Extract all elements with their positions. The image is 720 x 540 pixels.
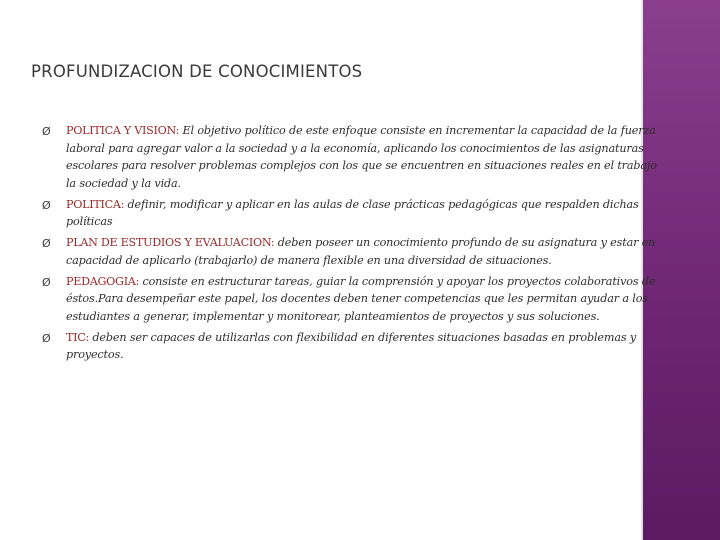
- bullet-list: [42, 122, 664, 367]
- item-term: PEDAGOGIA:: [66, 274, 140, 288]
- slide-title: PROFUNDIZACION DE CONOCIMIENTOS: [31, 62, 363, 81]
- arrow-bullet-icon: Ø: [42, 275, 51, 289]
- arrow-bullet-icon: Ø: [42, 331, 51, 345]
- arrow-bullet-icon: Ø: [42, 237, 51, 250]
- item-text: El objetivo político de este enfoque consiste en incrementar la capacidad de la fuerza laboral para agregar valor a la sociedad y a la economía, aplicando los conocimientos de las asignaturas escolares para resolver problemas complejos con los que se encuentren en situaciones reales en el trabajo la sociedad y la vida.: [66, 124, 657, 190]
- arrow-bullet-icon: Ø: [42, 125, 51, 138]
- list-item: [42, 122, 664, 192]
- item-text: definir, modificar y aplicar en las aulas de clase prácticas pedagógicas que respalden dichas políticas: [66, 197, 639, 228]
- item-term: POLITICA:: [66, 197, 125, 211]
- item-term: POLITICA Y VISION:: [66, 124, 180, 137]
- arrow-bullet-icon: Ø: [42, 198, 51, 212]
- list-item: [42, 329, 664, 364]
- list-item: [42, 196, 664, 231]
- list-item: [42, 234, 664, 269]
- item-text: consiste en estructurar tareas, guiar la comprensión y apoyar los proyectos colaborativos de éstos.Para desempeñar este papel, los docentes deben tener competencias que les permitan ayudar a los estudiantes a generar, implementar y monitorear, planteamientos de proyectos y sus soluciones.: [66, 274, 656, 323]
- item-term: TIC:: [66, 330, 90, 344]
- item-text: deben poseer un conocimiento profundo de su asignatura y estar en capacidad de aplicarlo (trabajarlo) de manera flexible en una diversidad de situaciones.: [66, 236, 656, 267]
- item-term: PLAN DE ESTUDIOS Y EVALUACION:: [66, 236, 275, 249]
- list-item: [42, 273, 664, 326]
- item-text: deben ser capaces de utilizarlas con flexibilidad en diferentes situaciones basadas en problemas y proyectos.: [66, 330, 637, 361]
